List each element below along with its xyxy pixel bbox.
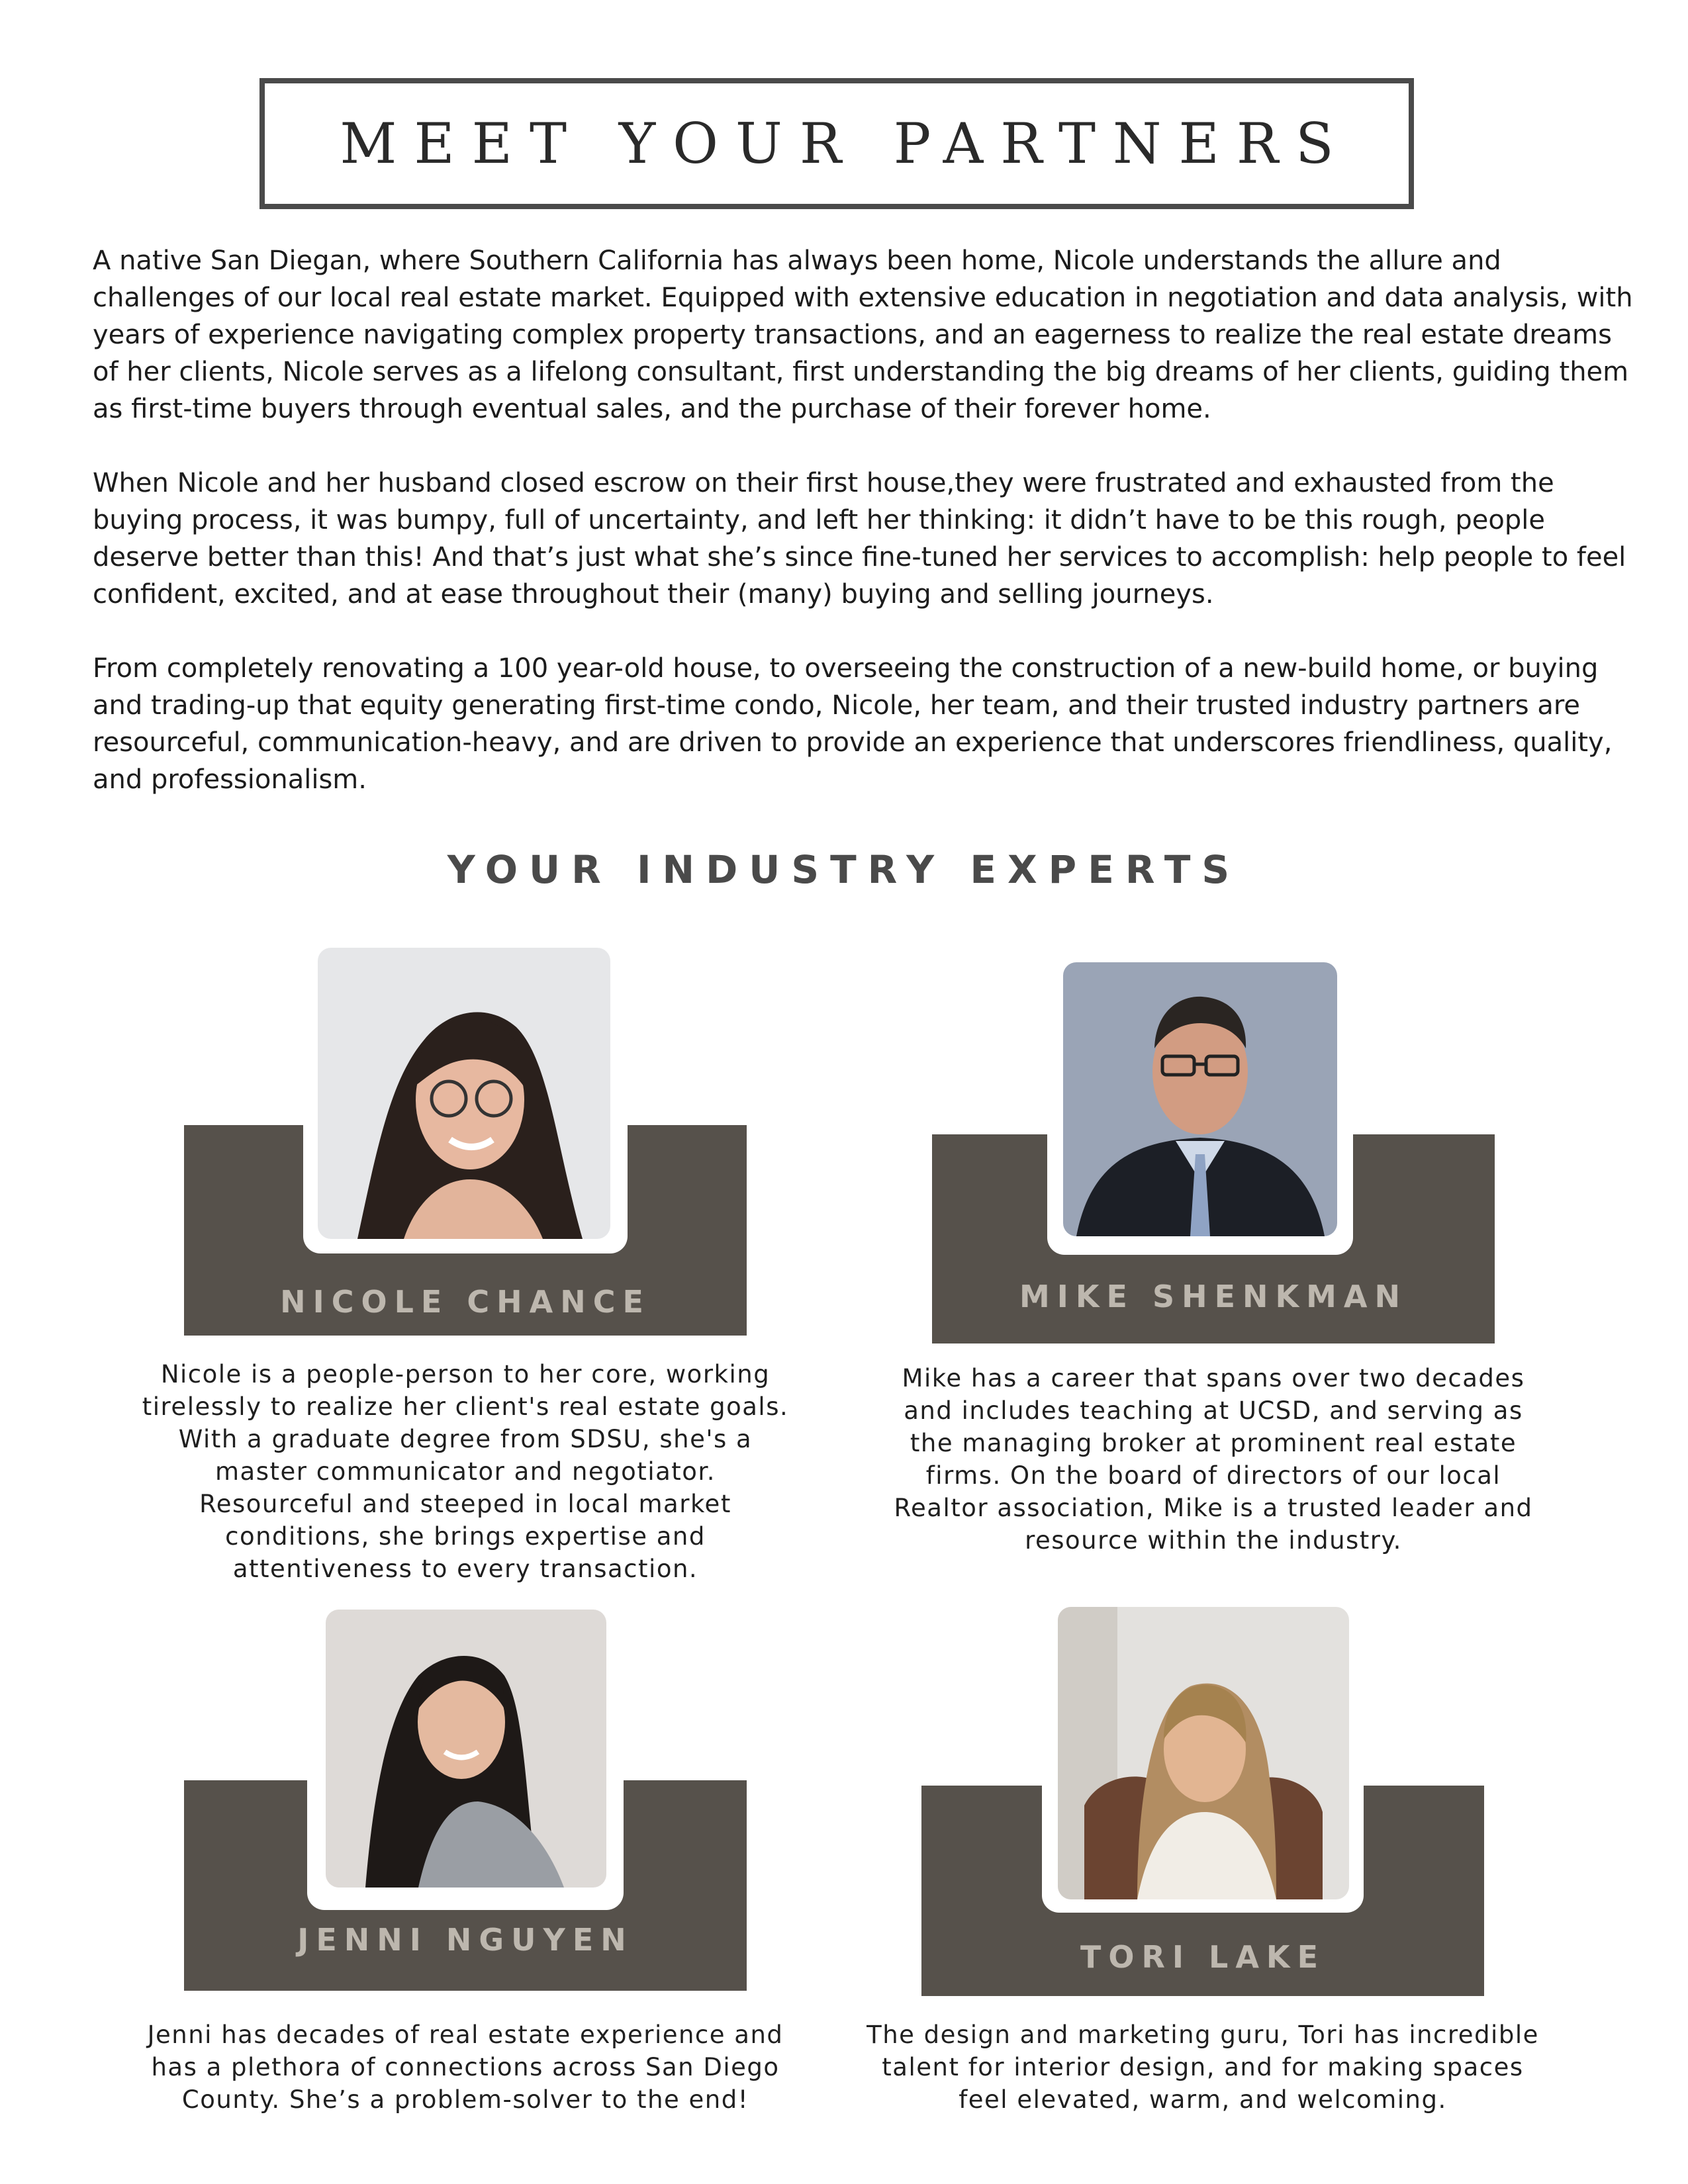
expert-bio: Nicole is a people-person to her core, working tirelessly to realize her client's real estate goals. With a graduate degree from SDSU, she's a master communicator and negotiator. Resourceful and steeped in local market conditions, she brings expertise and attentiveness to every transaction.: [142, 1360, 789, 1583]
expert-photo: [318, 948, 610, 1239]
expert-name: TORI LAKE: [1080, 1939, 1325, 1975]
page-title-box: [259, 78, 1414, 209]
intro-text: [93, 242, 1635, 835]
expert-photo: [1058, 1607, 1349, 1899]
expert-photo: [326, 1610, 606, 1888]
intro-paragraph: When Nicole and her husband closed escrow on their first house,they were frustrated and exhausted from the buying process, it was bumpy, full of uncertainty, and left her thinking: it didn’t have to be this rough, people deserve better than this! And that’s just what she’s since fine-tuned her services to accomplish: help people to feel confident, excited, and at ease throughout their (many) buying and selling journeys.: [93, 468, 1626, 610]
expert-bio: The design and marketing guru, Tori has incredible talent for interior design, and for making spaces feel elevated, warm, and welcoming.: [867, 2021, 1539, 2114]
expert-name: JENNI NGUYEN: [297, 1922, 633, 1958]
intro-paragraph: From completely renovating a 100 year-old house, to overseeing the construction of a new-build home, or buying and trading-up that equity generating first-time condo, Nicole, her team, and their trusted industry partners are resourceful, communication-heavy, and are driven to provide an experience that underscores friendliness, quality, and professionalism.: [93, 653, 1613, 795]
page-title: MEET YOUR PARTNERS: [340, 111, 1351, 176]
expert-bio: Jenni has decades of real estate experience and has a plethora of connections across San Diego County. She’s a problem-solver to the end!: [147, 2021, 784, 2114]
expert-name: MIKE SHENKMAN: [1019, 1279, 1408, 1314]
expert-name: NICOLE CHANCE: [280, 1284, 651, 1320]
expert-photo: [1063, 962, 1337, 1236]
experts-heading: YOUR INDUSTRY EXPERTS: [447, 847, 1241, 892]
expert-bio: Mike has a career that spans over two decades and includes teaching at UCSD, and serving as the managing broker at prominent real estate firms. On the board of directors of our local Realtor association, Mike is a trusted leader and resource within the industry.: [894, 1364, 1533, 1555]
intro-paragraph: A native San Diegan, where Southern California has always been home, Nicole understands the allure and challenges of our local real estate market. Equipped with extensive education in negotiation and data analysis, with years of experience navigating complex property transactions, and an eagerness to realize the real estate dreams of her clients, Nicole serves as a lifelong consultant, first understanding the big dreams of her clients, guiding them as first-time buyers through eventual sales, and the purchase of their forever home.: [93, 246, 1633, 424]
